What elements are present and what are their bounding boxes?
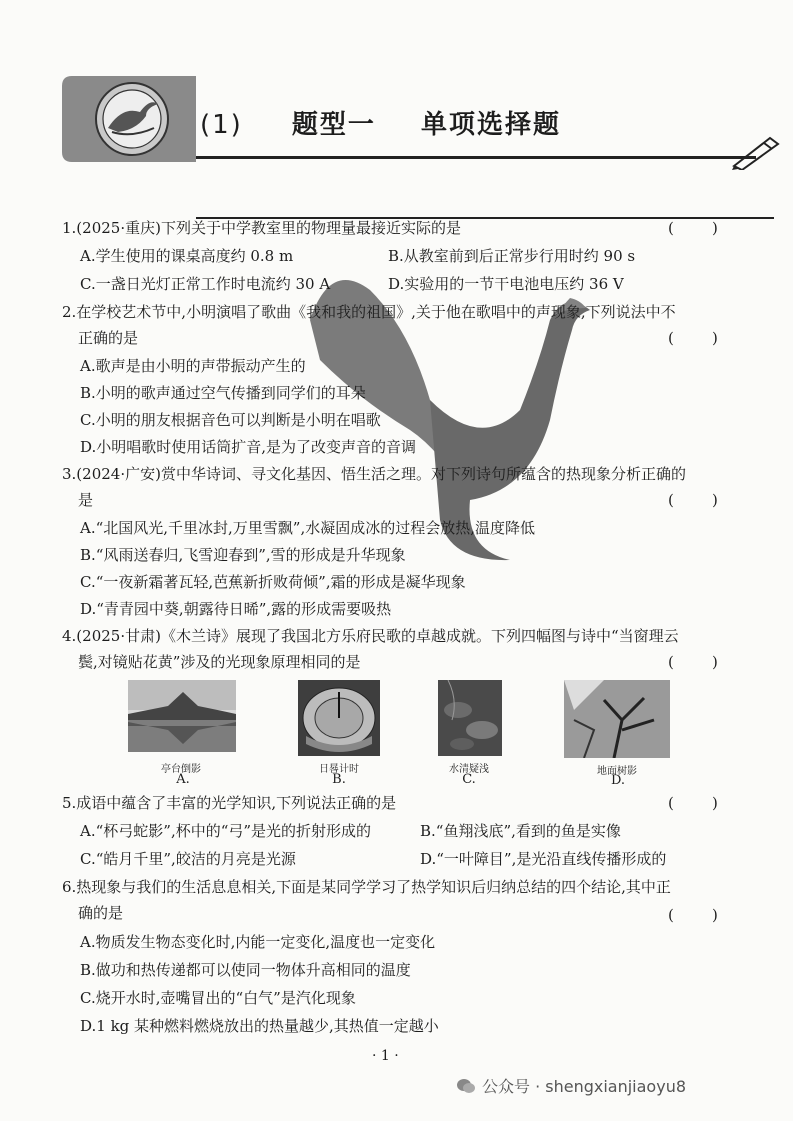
answer-blank-2: ( ) bbox=[668, 329, 718, 347]
page-number: · 1 · bbox=[372, 1048, 399, 1064]
image-caption-c: 水清疑浅 bbox=[449, 764, 489, 775]
image-caption-b: 日晷计时 bbox=[319, 764, 359, 775]
question-2-stem-cont: 正确的是 bbox=[78, 329, 139, 347]
question-3-stem: 3.(2024·广安)赏中华诗词、寻文化基因、悟生活之理。对下列诗句所蕴含的热现象分析正确的 bbox=[62, 465, 686, 483]
image-caption-a: 亭台倒影 bbox=[161, 764, 201, 775]
section-subtitle: 单项选择题 bbox=[420, 110, 561, 140]
q6-option-c: C.烧开水时,壶嘴冒出的“白气”是汽化现象 bbox=[80, 989, 356, 1007]
q6-option-b: B.做功和热传递都可以使同一物体升高相同的温度 bbox=[80, 961, 411, 979]
answer-blank-4: ( ) bbox=[668, 653, 718, 671]
question-2-stem: 2.在学校艺术节中,小明演唱了歌曲《我和我的祖国》,关于他在歌唱中的声现象,下列说法中不 bbox=[62, 303, 676, 321]
q5-option-d: D.“一叶障目”,是光沿直线传播形成的 bbox=[420, 850, 667, 868]
question-4-stem: 4.(2025·甘肃)《木兰诗》展现了我国北方乐府民歌的卓越成就。下列四幅图与诗中“当窗理云 bbox=[62, 627, 679, 645]
q3-option-b: B.“风雨送春归,飞雪迎春到”,雪的形成是升华现象 bbox=[80, 546, 406, 564]
q6-option-a: A.物质发生物态变化时,内能一定变化,温度也一定变化 bbox=[80, 933, 436, 951]
wechat-account: 公众号 · shengxianjiaoyu8 bbox=[482, 1077, 687, 1096]
q1-option-b: B.从教室前到后正常步行用时约 90 s bbox=[388, 247, 636, 265]
question-4-stem-cont: 鬓,对镜贴花黄”涉及的光现象原理相同的是 bbox=[78, 653, 361, 671]
clear-water-image bbox=[438, 680, 502, 756]
image-label-b: B. bbox=[332, 772, 346, 787]
image-caption-d: 地面树影 bbox=[597, 766, 637, 777]
q6-option-d: D.1 kg 某种燃料燃烧放出的热量越少,其热值一定越小 bbox=[80, 1017, 439, 1035]
question-1-stem: 1.(2025·重庆)下列关于中学教室里的物理量最接近实际的是 bbox=[62, 219, 461, 237]
q5-option-b: B.“鱼翔浅底”,看到的鱼是实像 bbox=[420, 822, 621, 840]
section-title bbox=[200, 104, 561, 141]
wechat-icon bbox=[456, 1078, 476, 1094]
question-6-stem: 6.热现象与我们的生活息息相关,下面是某同学学习了热学知识后归纳总结的四个结论,其中正 bbox=[62, 878, 671, 896]
answer-blank-3: ( ) bbox=[668, 491, 718, 509]
q5-option-a: A.“杯弓蛇影”,杯中的“弓”是光的折射形成的 bbox=[80, 822, 372, 840]
image-label-d: D. bbox=[610, 773, 626, 788]
q1-option-a: A.学生使用的课桌高度约 0.8 m bbox=[80, 247, 294, 265]
answer-blank-5: ( ) bbox=[668, 794, 718, 812]
publisher-logo bbox=[62, 76, 196, 162]
question-6-stem-cont: 确的是 bbox=[78, 904, 124, 922]
q2-option-b: B.小明的歌声通过空气传播到同学们的耳朵 bbox=[80, 384, 366, 402]
q2-option-a: A.歌声是由小明的声带振动产生的 bbox=[80, 357, 306, 375]
question-3-stem-cont: 是 bbox=[78, 491, 94, 509]
image-label-c: C. bbox=[462, 772, 476, 787]
q2-option-d: D.小明唱歌时使用话筒扩音,是为了改变声音的音调 bbox=[80, 438, 417, 456]
image-label-a: A. bbox=[176, 772, 190, 787]
q3-option-d: D.“青青园中葵,朝露待日晞”,露的形成需要吸热 bbox=[80, 600, 392, 618]
pen-icon bbox=[730, 134, 782, 170]
section-number: (1) bbox=[200, 110, 243, 140]
sundial-image bbox=[298, 680, 380, 756]
q3-option-c: C.“一夜新霜著瓦轻,芭蕉新折败荷倾”,霜的形成是凝华现象 bbox=[80, 573, 466, 591]
pavilion-reflection-image bbox=[128, 680, 236, 752]
answer-blank-1: ( ) bbox=[668, 219, 718, 237]
q1-option-d: D.实验用的一节干电池电压约 36 V bbox=[388, 275, 624, 293]
q3-option-a: A.“北国风光,千里冰封,万里雪飘”,水凝固成冰的过程会放热,温度降低 bbox=[80, 519, 536, 537]
q5-option-c: C.“皓月千里”,皎洁的月亮是光源 bbox=[80, 850, 296, 868]
q2-option-c: C.小明的朋友根据音色可以判断是小明在唱歌 bbox=[80, 411, 381, 429]
section-type: 题型一 bbox=[291, 110, 376, 140]
wechat-footer bbox=[456, 1074, 686, 1097]
answer-blank-6: ( ) bbox=[668, 906, 718, 924]
q1-option-c: C.一盏日光灯正常工作时电流约 30 A bbox=[80, 275, 331, 293]
tree-shadow-image bbox=[564, 680, 670, 758]
question-5-stem: 5.成语中蕴含了丰富的光学知识,下列说法正确的是 bbox=[62, 794, 397, 812]
